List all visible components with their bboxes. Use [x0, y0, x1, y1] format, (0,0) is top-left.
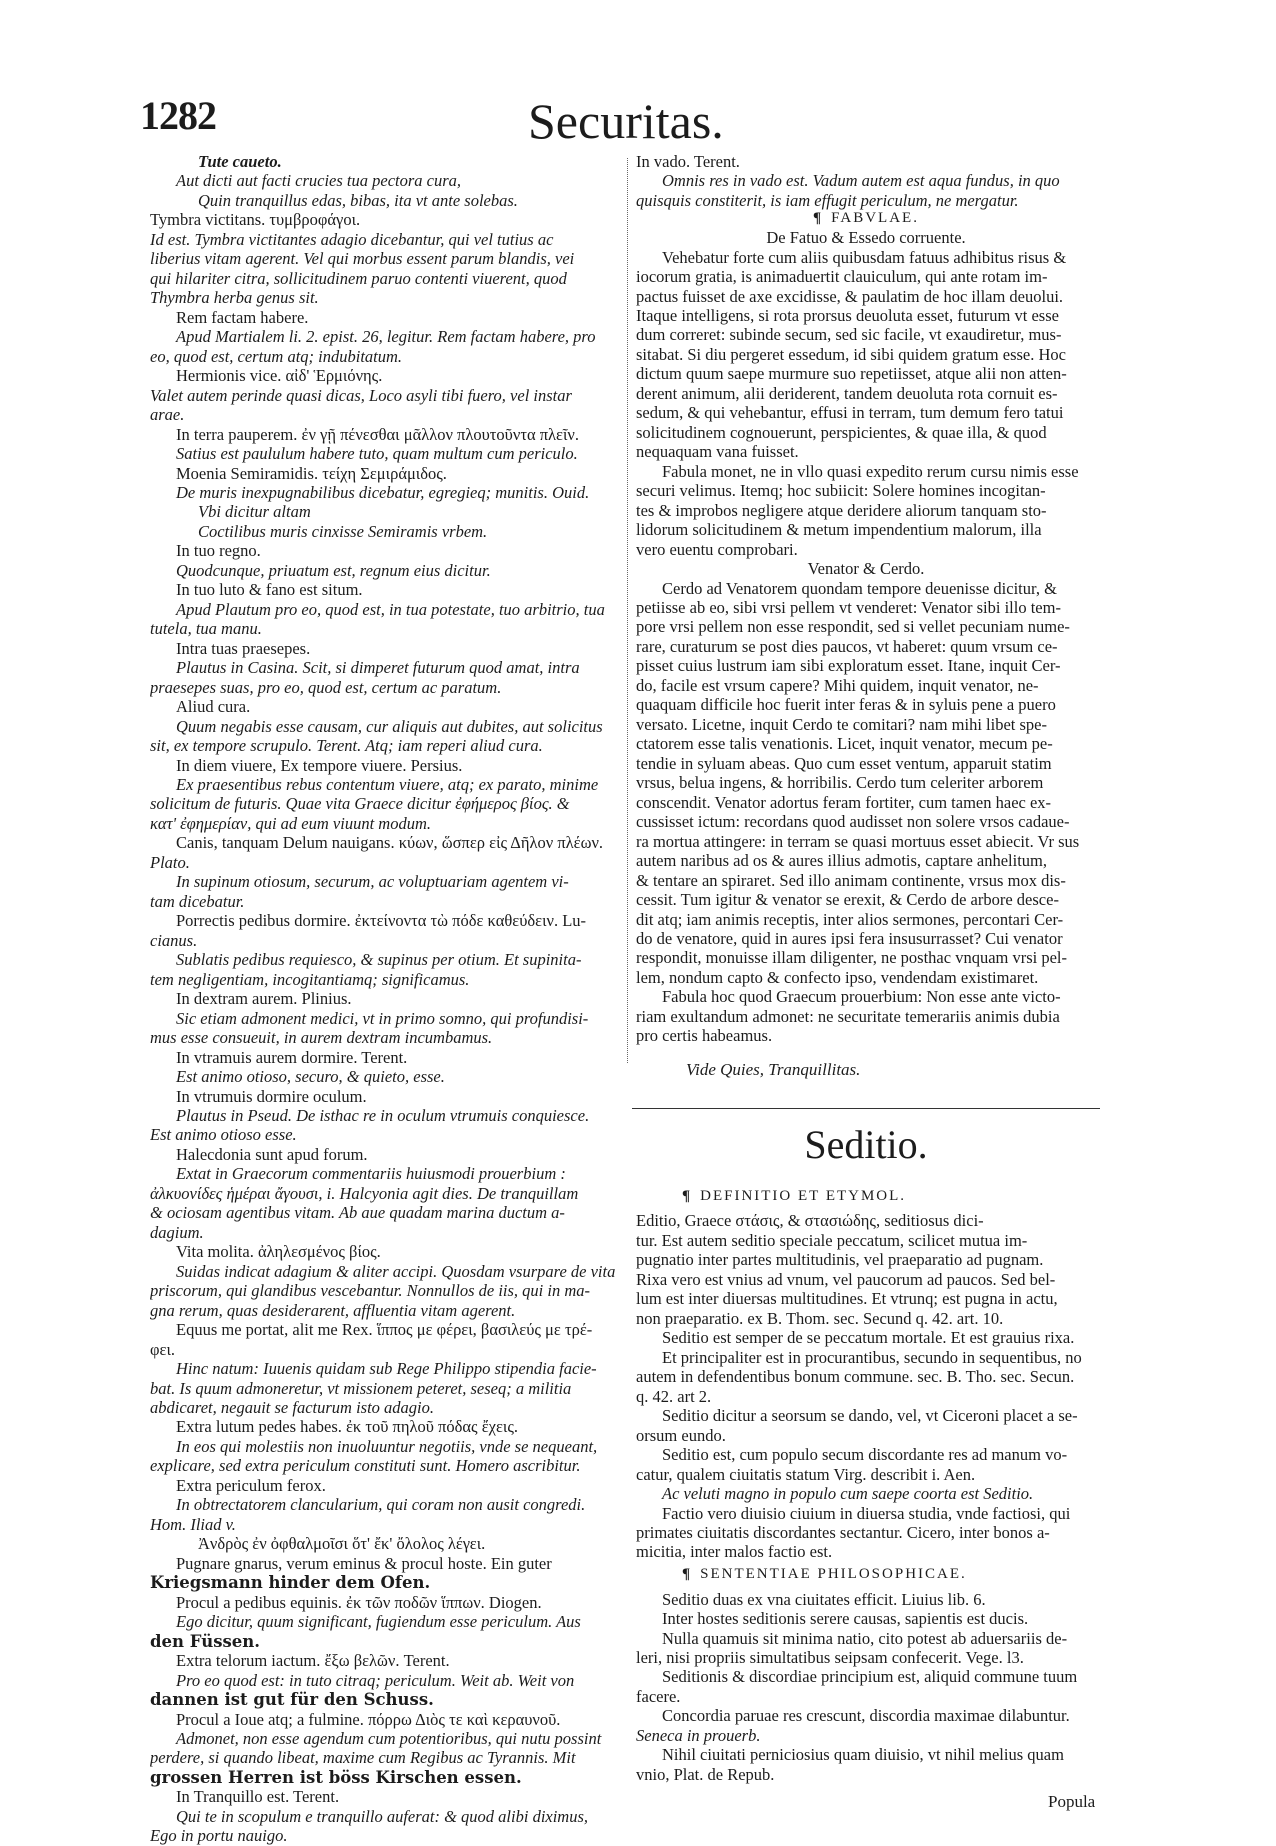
definition-line: primates ciuitatis discordantes sectantur. Cicero, inter bonos a-	[636, 1522, 1050, 1542]
gloss-line: praesepes suas, pro eo, quod est, certum ac paratum.	[150, 677, 502, 697]
gloss-line: Coctilibus muris cinxisse Semiramis vrbem.	[198, 521, 488, 541]
gloss-line: Est animo otioso esse.	[150, 1125, 297, 1145]
gloss-line: Quodcunque, priuatum est, regnum eius dicitur.	[176, 560, 491, 580]
story-line: vero euentu comprobari.	[636, 539, 798, 559]
gloss-line: tutela, tua manu.	[150, 619, 262, 639]
story-line: ctatorem esse talis venationis. Licet, inquit venator, mecum pe-	[636, 734, 1053, 754]
gloss-line: mus esse consueuit, in aurem dextram incumbamus.	[150, 1028, 493, 1048]
text-line: quisquis constiterit, is iam effugit periculum, ne mergatur.	[636, 190, 1019, 210]
philosophy-line: Nihil ciuitati perniciosius quam diuisio, vt nihil melius quam	[662, 1745, 1064, 1765]
lemma-line: Ἀνδρὸς ἐν ὀφθαλμοῖσι ὅτ' ἔκ' ὄλολος λέγει.	[198, 1534, 486, 1554]
gloss-line: cianus.	[150, 930, 198, 950]
philosophy-line: Seditionis & discordiae principium est, aliquid commune tuum	[662, 1667, 1078, 1687]
right-column-top	[636, 152, 1096, 210]
story-line: dum correret: subinde secum, sed sic facile, vt exaudiretur, mus-	[636, 325, 1062, 345]
story-line: petiisse ab eo, sibi vrsi pellem vt venderet: Venator sibi illo tem-	[636, 598, 1061, 617]
definition-text	[636, 1211, 1096, 1561]
definition-line: Editio, Graece στάσις, & στασιώδης, seditiosus dici-	[636, 1211, 984, 1231]
story-line: ra mortua attingere: in terram se quasi mortuus esset abiecit. Vr sus	[636, 831, 1080, 851]
gloss-line: gna rerum, quas desiderarent, affluentia vitam agerent.	[150, 1300, 516, 1320]
lemma-line: In vtramuis aurem dormire. Terent.	[176, 1047, 408, 1067]
lemma-line: Equus me portat, alit me Rex. ἵππος με φέρει, βασιλεύς με τρέ-	[176, 1320, 593, 1340]
story-line: rare, curaturum se post dies paucos, vt haberet: quum vrsum ce-	[636, 636, 1058, 656]
philosophy-text	[636, 1590, 1096, 1785]
definition-line: orsum eundo.	[636, 1425, 726, 1445]
story-line: sedum, & qui vehebantur, effusi in terram, tum demum fero tatui	[636, 403, 1064, 423]
gloss-line: Qui te in scopulum e tranquillo auferat: & quod alibi diximus,	[176, 1806, 589, 1826]
gloss-line: Sublatis pedibus requiesco, & supinus per otium. Et supinita-	[176, 950, 582, 970]
story-line: cessit. Tum igitur & venator se erexit, & Cerdo de arbore desce-	[636, 890, 1059, 910]
story-line: Vehebatur forte cum aliis quibusdam fatuus adhibitus risus &	[662, 247, 1067, 267]
right-column	[636, 152, 1096, 1784]
philosophy-line: Nulla quamuis sit minima natio, cito potest ab aduersariis de-	[662, 1628, 1068, 1648]
gloss-line: & ociosam agentibus vitam. Ab aue quadam marina ductum a-	[150, 1203, 565, 1223]
lemma-line: grossen Herren ist böss Kirschen essen.	[150, 1767, 522, 1787]
text-line: In vado. Terent.	[636, 152, 740, 171]
lemma-line: In terra pauperem. ἐν γῇ πένεσθαι μᾶλλον πλουτοῦντα πλεῖν.	[176, 424, 580, 444]
lemma-line: Tymbra victitans. τυμβροφάγοι.	[150, 210, 361, 230]
lemma-line: Procul a Ioue atq; a fulmine. πόρρω Διὸς τε καὶ κεραυνοῦ.	[176, 1709, 561, 1729]
lemma-line: den Füssen.	[150, 1631, 261, 1651]
gloss-line: κατ' ἐφημερίαν, qui ad eum viuunt modum.	[150, 813, 431, 833]
story-line: pore vrsi pellem non esse respondit, sed si vellet pecuniam nume-	[636, 617, 1070, 637]
lemma-line: Extra telorum iactum. ἔξω βελῶν. Terent.	[176, 1651, 450, 1671]
gloss-line: Quin tranquillus edas, bibas, ita vt ante solebas.	[198, 190, 518, 210]
gloss-line: qui hilariter citra, sollicitudinem paruo contenti viuerent, quod	[150, 268, 567, 288]
gloss-line: priscorum, qui glandibus vescebantur. Nonnullos de iis, qui in ma-	[150, 1281, 590, 1301]
story-line: do de venatore, quid in aures ipsi fera insusurrasset? Cui venator	[636, 928, 1063, 948]
philosophy-line: leri, nisi propriis simultatibus seipsam confecerit. Vege. l3.	[636, 1648, 1024, 1667]
story-line: versato. Licetne, inquit Cerdo te comitari? nam mihi libet spe-	[636, 714, 1048, 734]
page-number: 1282	[140, 93, 216, 138]
story-line: do, facile est vrsum capere? Mihi quidem, inquit venator, ne-	[636, 675, 1039, 695]
lemma-line: Hermionis vice. αἰδ' Ἑρμιόνης.	[176, 366, 383, 386]
lemma-line: In diem viuere, Ex tempore viuere. Persius.	[176, 755, 463, 775]
gloss-line: In supinum otiosum, securum, ac voluptuariam agentem vi-	[176, 872, 569, 892]
gloss-line: Quum negabis esse causam, cur aliquis aut dubites, aut solicitus	[176, 716, 603, 736]
gloss-line: Hom. Iliad v.	[150, 1514, 236, 1534]
gloss-line: arae.	[150, 405, 185, 425]
story-line: derent animum, alii deriderent, tandem deuoluta rota cornuit es-	[636, 383, 1058, 403]
definition-line: Seditio est semper de se peccatum mortale. Et est grauius rixa.	[662, 1328, 1075, 1348]
story-line: & tentare an spiraret. Sed illo animam continente, vrsus mox dis-	[636, 870, 1066, 890]
gloss-line: Ego dicitur, quum significant, fugiendum esse periculum. Aus	[176, 1612, 581, 1632]
philosophy-line: Seditio duas ex vna ciuitates efficit. Liuius lib. 6.	[662, 1589, 986, 1609]
gloss-line: dagium.	[150, 1222, 204, 1242]
catchword: Popula	[1048, 1792, 1096, 1811]
story-line: lidorum solicitudinem & metum impendentium malorum, illa	[636, 520, 1042, 540]
cross-reference: Vide Quies, Tranquillitas.	[686, 1059, 861, 1079]
gloss-line: Extat in Graecorum commentariis huiusmodi prouerbium :	[176, 1164, 566, 1184]
lemma-line: Extra periculum ferox.	[176, 1475, 326, 1495]
story-line: tes & improbos negligere atque deridere aliorum tanquam sto-	[636, 500, 1047, 520]
lemma-line: Tute caueto.	[198, 152, 282, 171]
gloss-line: Est animo otioso, securo, & quieto, esse.	[176, 1067, 445, 1087]
gloss-line: tem negligentiam, incogitantiamq; significamus.	[150, 969, 470, 989]
definition-line: Factio vero diuisio ciuium in diuersa studia, vnde factiosi, qui	[662, 1503, 1071, 1523]
gloss-line: Apud Plautum pro eo, quod est, in tua potestate, tuo arbitrio, tua	[176, 599, 605, 619]
story-line: Fabula hoc quod Graecum prouerbium: Non esse ante victo-	[662, 987, 1061, 1007]
gloss-line: De muris inexpugnabilibus dicebatur, egregieq; munitis. Ouid.	[176, 482, 590, 502]
story-line: pisset cuius lustrum iam sibi exploratum esset. Itane, inquit Cer-	[636, 656, 1061, 676]
story-line: pro certis habeamus.	[636, 1026, 773, 1046]
definition-line: pugnatio inter partes multitudinis, vel praeparatio ad pugnam.	[636, 1250, 1044, 1270]
story-line: Fabula monet, ne in vllo quasi expedito rerum cursu nimis esse	[662, 461, 1079, 481]
lemma-line: φει.	[150, 1339, 176, 1359]
lemma-line: In dextram aurem. Plinius.	[176, 989, 352, 1009]
gloss-line: Satius est paululum habere tuto, quam multum cum periculo.	[176, 444, 578, 464]
text-line: Omnis res in vado est. Vadum autem est aqua fundus, in quo	[662, 171, 1060, 191]
left-column	[150, 152, 622, 1846]
definition-line: catur, qualem ciuitatis statum Virg. describit i. Aen.	[636, 1464, 976, 1484]
gloss-line: Aut dicti aut facti crucies tua pectora cura,	[176, 171, 462, 191]
story-line: sitabat. Si diu pergeret essedum, id sibi quidem gratum esse. Hoc	[636, 344, 1066, 364]
gloss-line: ἀλκυονίδες ἡμέραι ἄγουσι, i. Halcyonia agit dies. De tranquillam	[150, 1183, 579, 1203]
story-venator	[636, 579, 1096, 1046]
philosophy-heading: ¶ SENTENTIAE PHILOSOPHICAE.	[682, 1565, 967, 1582]
definition-line: Rixa vero est vnius ad vnum, vel paucorum ad paucos. Sed bel-	[636, 1269, 1056, 1289]
lemma-line: Vita molita. ἀληλεσμένος βίος.	[176, 1242, 381, 1262]
story-line: solicitudinem cognouerunt, perspicientes, & quae illa, & quod	[636, 422, 1047, 442]
definition-line: tur. Est autem seditio speciale peccatum, scilicet mutua im-	[636, 1230, 1028, 1250]
story-line: tendie in syluam abeas. Quo cum esset ventum, apparuit statim	[636, 753, 1052, 773]
definition-line: Seditio est, cum populo secum discordante res ad manum vo-	[662, 1445, 1068, 1465]
story-fatuus	[636, 248, 1096, 560]
lemma-line: Canis, tanquam Delum nauigans. κύων, ὥσπερ εἰς Δῆλον πλέων.	[176, 833, 604, 853]
lemma-line: In tuo luto & fano est situm.	[176, 580, 363, 600]
story-line: vrsus, belua ingens, & horribilis. Cerdo tum celeriter arborem	[636, 773, 1044, 793]
lemma-line: Moenia Semiramidis. τείχη Σεμιράμιδος.	[176, 463, 447, 483]
gloss-line: Ex praesentibus rebus contentum viuere, atq; ex parato, minime	[176, 775, 599, 794]
lemma-line: dannen ist gut für den Schuss.	[150, 1690, 434, 1710]
story-line: nequaquam vana fuisset.	[636, 442, 799, 462]
gloss-line: abdicaret, negauit se facturum isto adagio.	[150, 1398, 434, 1417]
definition-line: micitia, inter malos factio est.	[636, 1542, 833, 1562]
gloss-line: Vbi dicitur altam	[198, 502, 311, 522]
story-line: Itaque intelligens, si rota prorsus deuoluta esset, futurum vt esse	[636, 305, 1059, 325]
lemma-line: In vtrumuis dormire oculum.	[176, 1086, 367, 1106]
lemma-line: In tuo regno.	[176, 541, 261, 561]
story-title-venator: Venator & Cerdo.	[807, 559, 925, 579]
story-line: riam exultandum admonet: ne securitate temerariis animis dubia	[636, 1006, 1060, 1026]
definition-line: Seditio dicitur a seorsum se dando, vel, vt Ciceroni placet a se-	[662, 1406, 1078, 1426]
gloss-line: Plautus in Pseud. De isthac re in oculum vtrumuis conquiesce.	[176, 1105, 590, 1125]
gloss-line: Admonet, non esse agendum cum potentioribus, qui nutu possint	[176, 1728, 602, 1748]
gloss-line: Pro eo quod est: in tuto citraq; periculum. Weit ab. Weit von	[176, 1670, 575, 1690]
philosophy-line: facere.	[636, 1686, 681, 1706]
gloss-line: explicare, sed extra periculum constituti sunt. Homero ascribitur.	[150, 1456, 581, 1476]
definition-line: Et principaliter est in procurantibus, secundo in sequentibus, no	[662, 1347, 1082, 1367]
gloss-line: Thymbra herba genus sit.	[150, 288, 319, 308]
gloss-line: In eos qui molestiis non inuoluuntur negotiis, vnde se nequeant,	[176, 1436, 598, 1456]
story-line: dictum quum saepe murmure suo repetiisset, atque alii non atten-	[636, 364, 1067, 384]
story-line: pactus fuisset de axe excidisse, & paulatim de hoc illam deuolui.	[636, 286, 1064, 306]
definition-line: non praeparatio. ex B. Thom. sec. Secund q. 42. art. 10.	[636, 1308, 1004, 1328]
story-line: dit atq; iam animis receptis, inter alios sermones, percontari Cer-	[636, 909, 1064, 929]
story-line: Cerdo ad Venatorem quondam tempore deuenisse dicitur, &	[662, 578, 1057, 598]
definition-line: Ac veluti magno in populo cum saepe coorta est Seditio.	[662, 1484, 1034, 1504]
story-line: lem, nondum capto & confecto ipso, vendendam existimaret.	[636, 967, 1039, 987]
story-line: cussisset ictum: recordans quod audisset non solere vrsos cadaue-	[636, 812, 1070, 832]
lemma-line: Intra tuas praesepes.	[176, 638, 311, 658]
gloss-line: liberius vitam agerent. Vel qui morbus essent parum blandis, vei	[150, 249, 575, 269]
running-title: Securitas.	[528, 93, 724, 149]
story-line: iocorum gratia, is animaduertit clauiculum, qui ante rotam im-	[636, 267, 1048, 287]
lemma-line: Porrectis pedibus dormire. ἐκτείνοντα τὼ πόδε καθεύδειν. Lu-	[176, 911, 587, 931]
section-divider	[632, 1108, 1100, 1109]
gloss-line: Sic etiam admonent medici, vt in primo somno, qui profundisi-	[176, 1008, 589, 1028]
gloss-line: sit, ex tempore scrupulo. Terent. Atq; iam reperi aliud cura.	[150, 736, 543, 756]
gloss-line: Id est. Tymbra victitantes adagio dicebantur, qui vel tutius ac	[150, 229, 554, 249]
gloss-line: Plautus in Casina. Scit, si dimperet futurum quod amat, intra	[176, 658, 580, 678]
definition-line: q. 42. art 2.	[636, 1386, 712, 1406]
definition-heading: ¶ DEFINITIO ET ETYMOL.	[682, 1187, 907, 1204]
gloss-line: Apud Martialem li. 2. epist. 26, legitur. Rem factam habere, pro	[176, 327, 596, 347]
definition-line: lum est inter diuersas multitudines. Et vtrunq; est pugna in actu,	[636, 1289, 1058, 1309]
lemma-line: Halecdonia sunt apud forum.	[176, 1144, 368, 1164]
story-line: conscendit. Venator adortus feram fortiter, cum tamen haec ex-	[636, 792, 1052, 812]
gloss-line: eo, quod est, certum atq; indubitatum.	[150, 346, 403, 366]
lemma-line: Aliud cura.	[176, 697, 251, 717]
lemma-line: Kriegsmann hinder dem Ofen.	[150, 1573, 431, 1593]
philosophy-line: Inter hostes seditionis serere causas, sapientis est ducis.	[662, 1609, 1029, 1629]
philosophy-line: vnio, Plat. de Repub.	[636, 1764, 775, 1784]
gloss-line: Valet autem perinde quasi dicas, Loco asyli tibi fuero, vel instar	[150, 385, 572, 405]
story-line: quaquam difficile hoc fuerit inter feras & in syluis pene a puero	[636, 695, 1056, 715]
lemma-line: Rem factam habere.	[176, 307, 309, 327]
lemma-line: Pugnare gnarus, verum eminus & procul hoste. Ein guter	[176, 1553, 552, 1573]
lemma-line: In Tranquillo est. Terent.	[176, 1787, 340, 1807]
story-line: securi velimus. Itemq; hoc subiicit: Solere homines incogitan-	[636, 481, 1046, 501]
gloss-line: tam dicebatur.	[150, 891, 245, 911]
philosophy-line: Seneca in prouerb.	[636, 1725, 761, 1745]
lemma-line: Extra lutum pedes habes. ἐκ τοῦ πηλοῦ πόδας ἔχεις.	[176, 1417, 518, 1437]
column-divider	[627, 158, 628, 1063]
gloss-line: In obtrectatorem clancularium, qui coram non ausit congredi.	[176, 1495, 586, 1515]
fabulae-heading: ¶ FABVLAE.	[813, 210, 919, 227]
gloss-line: perdere, si quando libeat, maxime cum Regibus ac Tyrannis. Mit	[150, 1748, 576, 1768]
lemma-line: Procul a pedibus equinis. ἐκ τῶν ποδῶν ἵππων. Diogen.	[176, 1592, 542, 1612]
story-title-fatuus: De Fatuo & Essedo corruente.	[766, 228, 966, 248]
gloss-line: bat. Is quum admoneretur, vt missionem peteret, seseq; a militia	[150, 1378, 572, 1398]
gloss-line: Suidas indicat adagium & aliter accipi. Quosdam vsurpare de vita	[176, 1261, 616, 1281]
philosophy-line: Concordia paruae res crescunt, discordia maximae dilabuntur.	[662, 1706, 1070, 1726]
story-line: autem naribus ad os & aures illius admotis, captare anhelitum,	[636, 851, 1048, 871]
section-title-seditio: Seditio.	[804, 1121, 928, 1167]
gloss-line: Ego in portu nauigo.	[150, 1826, 288, 1846]
gloss-line: Hinc natum: Iuuenis quidam sub Rege Philippo stipendia facie-	[176, 1359, 597, 1379]
story-line: respondit, monuisse illam diligenter, ne posthac vnquam vrsi pel-	[636, 948, 1068, 968]
definition-line: autem in defendentibus bonum commune. sec. B. Tho. sec. Secun.	[636, 1367, 1075, 1387]
gloss-line: Plato.	[150, 852, 190, 872]
gloss-line: solicitum de futuris. Quae vita Graece dicitur ἐφήμερος βίος. &	[150, 794, 570, 814]
